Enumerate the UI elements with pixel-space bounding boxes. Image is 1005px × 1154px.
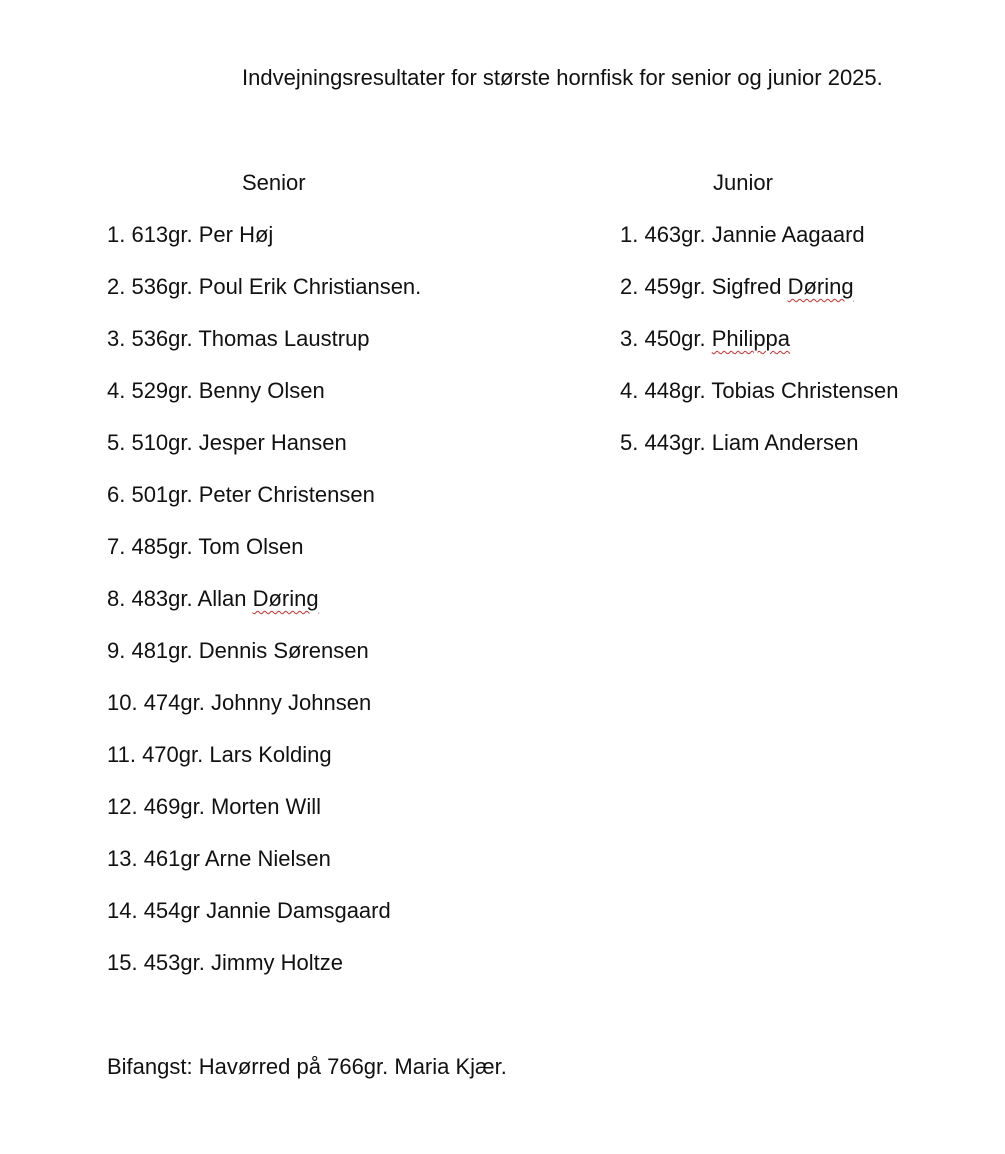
- page-title: Indvejningsresultater for største hornfisk for senior og junior 2025.: [242, 65, 883, 90]
- list-item: [107, 588, 421, 640]
- misspelled-word[interactable]: Døring: [787, 274, 854, 299]
- misspelled-word[interactable]: Døring: [252, 586, 319, 611]
- junior-heading: Junior: [713, 170, 773, 195]
- entry-text: 3. 450gr.: [620, 326, 712, 351]
- list-item: 10. 474gr. Johnny Johnsen: [107, 690, 372, 715]
- senior-heading: Senior: [242, 170, 306, 195]
- list-item: 12. 469gr. Morten Will: [107, 794, 321, 819]
- list-item: 9. 481gr. Dennis Sørensen: [107, 638, 369, 663]
- list-item: 4. 448gr. Tobias Christensen: [620, 378, 899, 403]
- list-item: 3. 536gr. Thomas Laustrup: [107, 326, 370, 351]
- senior-results-list: [107, 224, 421, 1004]
- list-item: 1. 613gr. Per Høj: [107, 222, 274, 247]
- list-item: 4. 529gr. Benny Olsen: [107, 378, 325, 403]
- entry-text: 2. 459gr. Sigfred: [620, 274, 788, 299]
- list-item: 11. 470gr. Lars Kolding: [107, 742, 332, 767]
- list-item: 15. 453gr. Jimmy Holtze: [107, 950, 343, 975]
- entry-text: 8. 483gr. Allan: [107, 586, 253, 611]
- list-item: 14. 454gr Jannie Damsgaard: [107, 898, 391, 923]
- list-item: [620, 328, 898, 380]
- list-item: 2. 536gr. Poul Erik Christiansen.: [107, 274, 422, 299]
- list-item: [620, 276, 898, 328]
- list-item: 6. 501gr. Peter Christensen: [107, 482, 375, 507]
- bycatch-note: Bifangst: Havørred på 766gr. Maria Kjær.: [107, 1054, 507, 1079]
- misspelled-word[interactable]: Philippa: [711, 326, 791, 351]
- list-item: 13. 461gr Arne Nielsen: [107, 846, 331, 871]
- list-item: 7. 485gr. Tom Olsen: [107, 534, 304, 559]
- list-item: 1. 463gr. Jannie Aagaard: [620, 222, 865, 247]
- list-item: 5. 510gr. Jesper Hansen: [107, 430, 347, 455]
- list-item: 5. 443gr. Liam Andersen: [620, 430, 859, 455]
- junior-results-list: [620, 224, 898, 484]
